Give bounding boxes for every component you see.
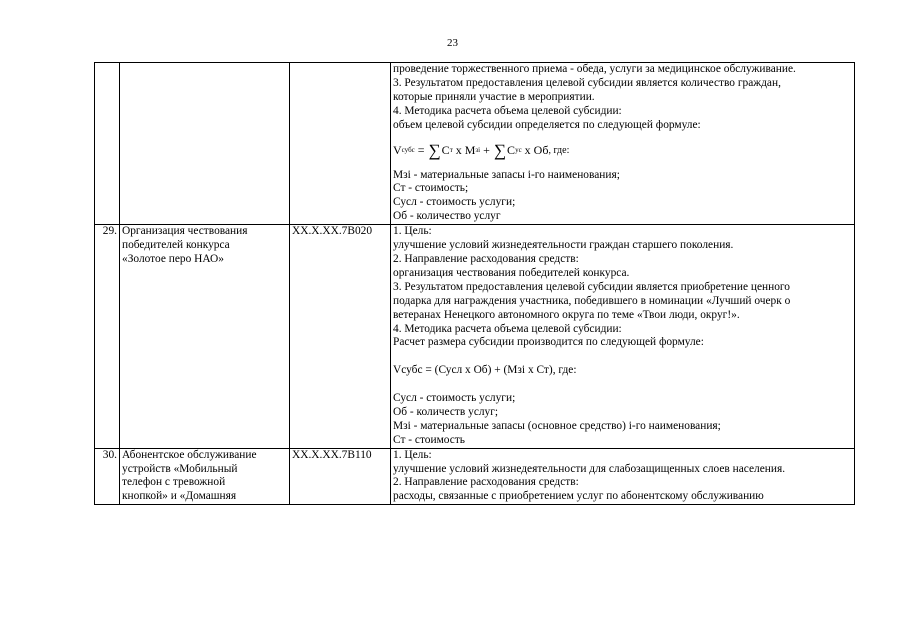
desc-line: Об - количеств услуг; bbox=[393, 405, 499, 418]
name-line: Абонентское обслуживание bbox=[122, 448, 257, 461]
desc-line: ветеранах Ненецкого автономного округа по теме «Твои люди, округ!». bbox=[393, 308, 740, 321]
row-code-cell: XX.X.XX.7В110 bbox=[290, 448, 391, 505]
formula-ob: Об bbox=[533, 142, 549, 157]
table-row bbox=[95, 225, 855, 448]
desc-line: улучшение условий жизнедеятельности граждан старшего поколения. bbox=[393, 239, 734, 252]
desc-line: 2. Направление расходования средств: bbox=[393, 476, 579, 489]
row-description-cell bbox=[391, 448, 855, 505]
desc-line: Сусл - стоимость услуги; bbox=[393, 196, 516, 209]
desc-line: Об - количество услуг bbox=[393, 210, 501, 223]
formula-c-sub: т bbox=[449, 145, 453, 154]
sum-symbol: ∑ bbox=[428, 141, 441, 161]
subsidy-formula: Vсубс = (Сусл x Об) + (Мзi x Ст), где: bbox=[393, 364, 577, 377]
desc-line: Ст - стоимость bbox=[393, 433, 466, 446]
desc-line: организация чествования победителей конкурса. bbox=[393, 266, 630, 279]
desc-line: подарка для награждения участника, победившего в номинации «Лучший очерк о bbox=[393, 294, 791, 307]
name-line: телефон с тревожной bbox=[122, 476, 226, 489]
row-code-cell bbox=[290, 63, 391, 225]
desc-line: Расчет размера субсидии производится по следующей формуле: bbox=[393, 336, 704, 349]
formula-c-sub: ус bbox=[515, 145, 522, 154]
desc-line: 4. Методика расчета объема целевой субсидии: bbox=[393, 104, 622, 117]
formula-v-sub: субс bbox=[401, 145, 415, 154]
desc-line: расходы, связанные с приобретением услуг по абонентскому обслуживанию bbox=[393, 490, 764, 503]
name-line: кнопкой» и «Домашняя bbox=[122, 490, 237, 503]
page-number: 23 bbox=[447, 37, 458, 49]
name-line: Организация чествования bbox=[122, 225, 248, 238]
desc-line: Мзi - материальные запасы (основное средство) i-го наименования; bbox=[393, 419, 721, 432]
row-description-cell bbox=[391, 63, 855, 225]
row-name-cell bbox=[120, 225, 290, 448]
row-code-cell: XX.X.XX.7В020 bbox=[290, 225, 391, 448]
row-number-cell: 30. bbox=[95, 448, 120, 505]
formula-times: x bbox=[455, 142, 462, 157]
formula-eq: = bbox=[417, 142, 425, 157]
row-name-cell bbox=[120, 448, 290, 505]
desc-line: 3. Результатом предоставления целевой субсидии является количество граждан, bbox=[393, 76, 781, 89]
desc-line: проведение торжественного приема - обеда, услуги за медицинское обслуживание. bbox=[393, 63, 796, 75]
sum-symbol: ∑ bbox=[493, 141, 507, 161]
desc-line: Мзi - материальные запасы i-го наименования; bbox=[393, 168, 620, 181]
formula-plus: + bbox=[483, 142, 490, 157]
formula-c: С bbox=[507, 142, 516, 157]
desc-line: объем целевой субсидии определяется по следующей формуле: bbox=[393, 118, 701, 131]
desc-line: 2. Направление расходования средств: bbox=[393, 252, 579, 265]
subsidy-table bbox=[94, 62, 855, 505]
name-line: «Золотое перо НАО» bbox=[122, 252, 224, 265]
desc-line: 3. Результатом предоставления целевой субсидии является приобретение ценного bbox=[393, 280, 791, 293]
table-row bbox=[95, 448, 855, 505]
desc-line: улучшение условий жизнедеятельности для слабозащищенных слоев населения. bbox=[393, 462, 786, 475]
row-description-cell bbox=[391, 225, 855, 448]
formula-times: x bbox=[524, 142, 531, 157]
formula-m-sub: зi bbox=[475, 145, 481, 154]
row-number-cell: 29. bbox=[95, 225, 120, 448]
desc-line: Сусл - стоимость услуги; bbox=[393, 392, 516, 404]
desc-line: Ст - стоимость; bbox=[393, 182, 469, 195]
row-name-cell bbox=[120, 63, 290, 225]
desc-line: которые приняли участие в мероприятии. bbox=[393, 90, 595, 103]
name-line: устройств «Мобильный bbox=[122, 462, 238, 475]
formula-c: С bbox=[441, 142, 450, 157]
formula-v: V bbox=[393, 142, 402, 157]
table-row bbox=[95, 63, 855, 225]
formula-tail: , где: bbox=[548, 144, 570, 156]
desc-line: 1. Цель: bbox=[393, 225, 432, 238]
name-line: победителей конкурса bbox=[122, 239, 230, 252]
formula-m: М bbox=[464, 142, 476, 157]
row-number-cell bbox=[95, 63, 120, 225]
desc-line: 1. Цель: bbox=[393, 448, 432, 461]
desc-line: 4. Методика расчета объема целевой субсидии: bbox=[393, 322, 622, 335]
subsidy-formula bbox=[393, 133, 852, 169]
